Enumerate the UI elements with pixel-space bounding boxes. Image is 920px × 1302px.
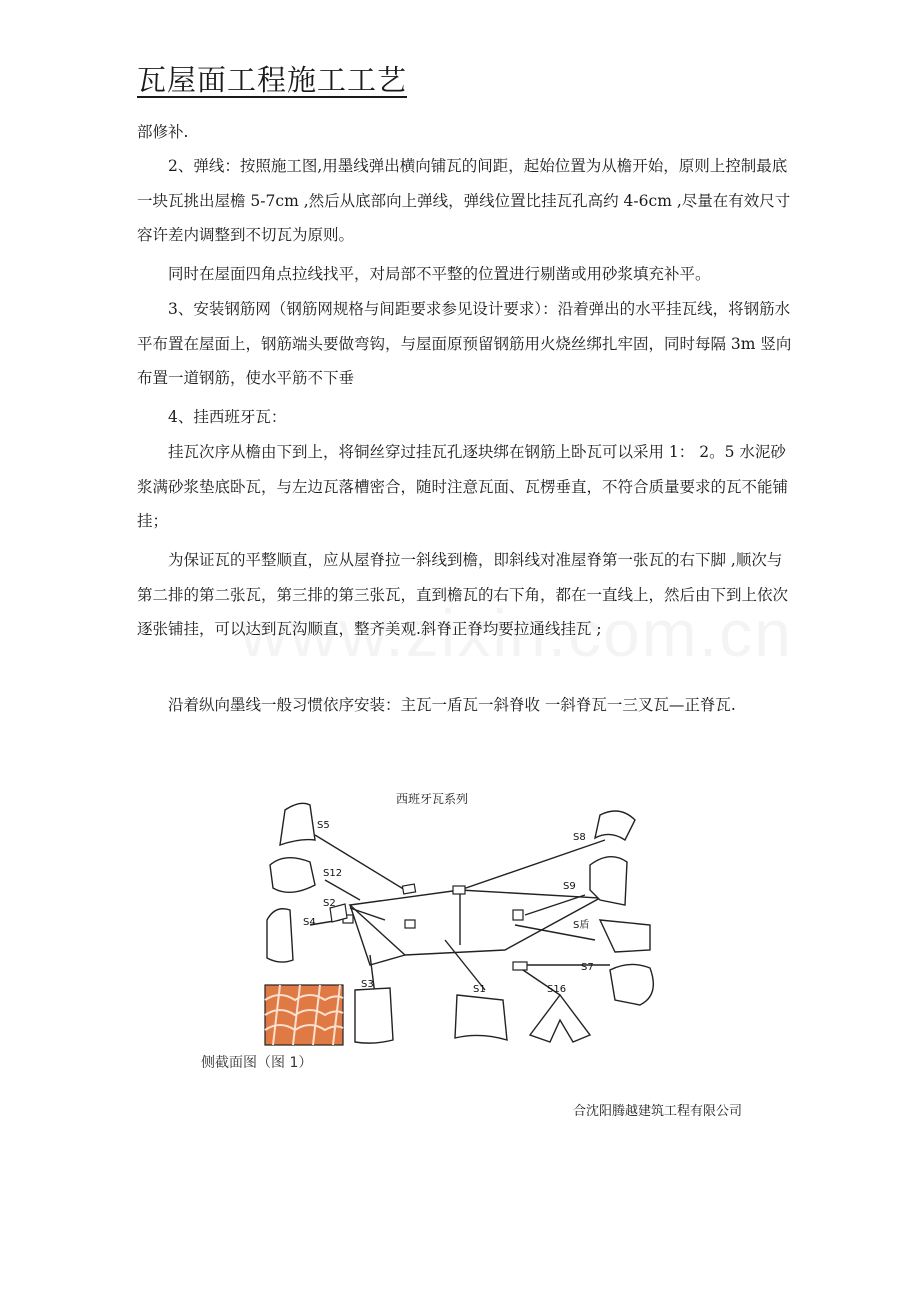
tile-s7-icon	[610, 964, 653, 1005]
roof-outline	[350, 890, 600, 955]
tile-series-diagram	[255, 790, 675, 1055]
label-s9: S9	[563, 881, 576, 892]
paragraph-install-sequence: 沿着纵向墨线一般习惯依序安装：主瓦一盾瓦一斜脊收 一斜脊瓦一三叉瓦—正脊瓦.	[168, 696, 736, 714]
company-name: 合沈阳腾越建筑工程有限公司	[573, 1104, 743, 1119]
tile-s3-icon	[355, 988, 393, 1043]
label-s7: S7	[581, 962, 594, 973]
figure-caption: 侧截面图（图 1）	[201, 1055, 313, 1071]
paragraph-alignment: 为保证瓦的平整顺直，应从屋脊拉一斜线到檐，即斜线对准屋脊第一张瓦的右下脚 ,顺次与第二排的第二张瓦，第三排的第三张瓦，直到檐瓦的右下角，都在一直线上，然后由下到上依次逐张铺挂，可以达到瓦沟顺直，整齐美观.斜脊正脊均要拉通线挂瓦 ;	[137, 551, 789, 638]
watermark	[240, 595, 793, 671]
label-s-shield: S盾	[573, 920, 590, 931]
label-s12: S12	[323, 868, 343, 879]
tile-s12-icon	[270, 858, 315, 893]
tile-s16-icon	[530, 995, 590, 1042]
tile-s1-icon	[455, 995, 507, 1040]
paragraph-hang-order: 挂瓦次序从檐由下到上，将铜丝穿过挂瓦孔逐块绑在钢筋上卧瓦可以采用 1： 2。5 水泥砂浆满砂浆垫底卧瓦，与左边瓦落槽密合，随时注意瓦面、瓦楞垂直，不符合质量要求的瓦不能铺挂；	[137, 443, 789, 530]
tile-s4-icon	[267, 909, 293, 962]
paragraph-leveling: 同时在屋面四角点拉线找平，对局部不平整的位置进行剔凿或用砂浆填充补平。	[168, 265, 711, 283]
label-s5: S5	[317, 820, 330, 831]
tile-s5-icon	[280, 803, 315, 845]
paragraph-snap-line: 2、弹线：按照施工图,用墨线弹出横向铺瓦的间距，起始位置为从檐开始，原则上控制最底一块瓦挑出屋檐 5-7cm ,然后从底部向上弹线，弹线位置比挂瓦孔高约 4-6cm ,尽量在有效尺寸容许差内调整到不切瓦为原则。	[137, 157, 791, 244]
paragraph-hang-tile-heading: 4、挂西班牙瓦：	[168, 408, 287, 426]
document-title: 瓦屋面工程施工工艺	[137, 63, 408, 97]
figure-title: 西班牙瓦系列	[396, 792, 469, 806]
paragraph-fragment: 部修补.	[137, 123, 189, 141]
label-s8: S8	[573, 832, 586, 843]
tile-shield-icon	[600, 920, 650, 952]
tile-s8-icon	[595, 811, 635, 840]
label-s4: S4	[303, 917, 316, 928]
label-s3: S3	[361, 979, 374, 990]
tile-roof-swatch	[265, 985, 343, 1045]
label-s2: S2	[323, 898, 336, 909]
paragraph-rebar-mesh: 3、安装钢筋网（钢筋网规格与间距要求参见设计要求）：沿着弹出的水平挂瓦线，将钢筋水平布置在屋面上，钢筋端头要做弯钩，与屋面原预留钢筋用火烧丝绑扎牢固，同时每隔 3m 竖向布置一道钢筋，使水平筋不下垂	[137, 300, 792, 387]
label-s1: S1	[473, 984, 486, 995]
label-s16: S16	[547, 984, 567, 995]
